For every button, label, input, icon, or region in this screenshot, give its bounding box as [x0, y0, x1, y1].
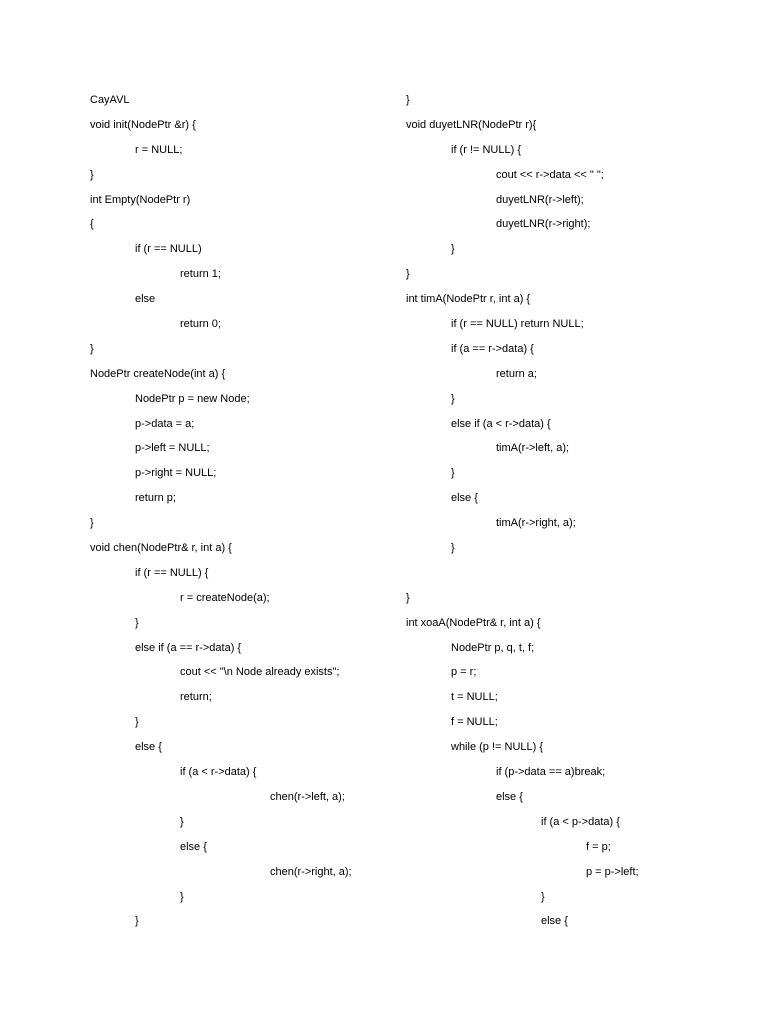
code-line: if (a < r->data) {: [180, 766, 257, 779]
code-line: void chen(NodePtr& r, int a) {: [90, 542, 232, 555]
code-line: }: [90, 168, 94, 181]
code-line: else {: [135, 741, 162, 754]
code-line: if (p->data == a)break;: [496, 766, 606, 779]
code-line: NodePtr p, q, t, f;: [451, 641, 535, 654]
code-line: [406, 566, 736, 591]
code-line: int xoaA(NodePtr& r, int a) {: [406, 616, 541, 629]
code-line: p = p->left;: [586, 865, 639, 878]
code-line: f = p;: [586, 840, 611, 853]
code-column-right: [406, 93, 736, 939]
code-line: CayAVL: [90, 94, 130, 106]
code-line: timA(r->right, a);: [496, 517, 576, 530]
code-line: p = r;: [451, 666, 477, 679]
code-line: int Empty(NodePtr r): [90, 193, 191, 206]
code-line: }: [451, 392, 455, 405]
code-line: }: [135, 915, 139, 928]
code-line: }: [406, 591, 410, 604]
code-line: }: [90, 517, 94, 530]
code-line: }: [135, 616, 139, 629]
code-line: r = createNode(a);: [180, 591, 270, 604]
code-line: else {: [451, 492, 478, 505]
code-line: if (a < p->data) {: [541, 815, 620, 828]
code-line: return 1;: [180, 268, 221, 281]
code-line: else: [135, 293, 156, 306]
code-line: void duyetLNR(NodePtr r){: [406, 118, 537, 131]
code-line: chen(r->right, a);: [270, 865, 352, 878]
code-line: while (p != NULL) {: [451, 741, 544, 754]
code-line: else if (a < r->data) {: [451, 417, 551, 430]
code-line: p->right = NULL;: [135, 467, 217, 480]
code-line: if (r == NULL) {: [135, 566, 209, 579]
code-line: return a;: [496, 367, 537, 380]
code-line: if (r == NULL): [135, 243, 202, 256]
code-line: if (r == NULL) return NULL;: [451, 318, 584, 331]
code-line: if (r != NULL) {: [451, 143, 521, 156]
code-line: duyetLNR(r->left);: [496, 193, 584, 206]
code-line: p->left = NULL;: [135, 442, 210, 455]
code-line: }: [406, 94, 410, 106]
code-line: void init(NodePtr &r) {: [90, 118, 196, 131]
code-line: else if (a == r->data) {: [135, 641, 242, 654]
code-line: }: [406, 268, 410, 281]
code-column-left: [90, 93, 390, 939]
code-line: }: [541, 890, 545, 903]
code-line: else {: [496, 790, 523, 803]
code-line: else {: [541, 915, 568, 928]
code-line: NodePtr p = new Node;: [135, 392, 250, 405]
code-line: return 0;: [180, 318, 221, 331]
code-line: p->data = a;: [135, 417, 195, 430]
code-line: int timA(NodePtr r, int a) {: [406, 293, 531, 306]
code-line: f = NULL;: [451, 716, 498, 729]
code-line: NodePtr createNode(int a) {: [90, 367, 226, 380]
code-line: }: [451, 542, 455, 555]
code-line: }: [135, 716, 139, 729]
code-line: {: [90, 218, 94, 231]
code-line: chen(r->left, a);: [270, 790, 345, 803]
code-line: }: [180, 890, 184, 903]
code-line: else {: [180, 840, 207, 853]
code-line: cout << r->data << " ";: [496, 168, 604, 181]
code-line: t = NULL;: [451, 691, 498, 704]
code-line: }: [451, 467, 455, 480]
code-line: if (a == r->data) {: [451, 342, 534, 355]
code-line: }: [90, 342, 94, 355]
code-line: duyetLNR(r->right);: [496, 218, 591, 231]
code-line: timA(r->left, a);: [496, 442, 570, 455]
code-line: return p;: [135, 492, 176, 505]
code-line: return;: [180, 691, 212, 704]
code-line: r = NULL;: [135, 143, 183, 156]
code-line: cout << "\n Node already exists";: [180, 666, 340, 679]
code-line: }: [180, 815, 184, 828]
code-line: }: [451, 243, 455, 256]
